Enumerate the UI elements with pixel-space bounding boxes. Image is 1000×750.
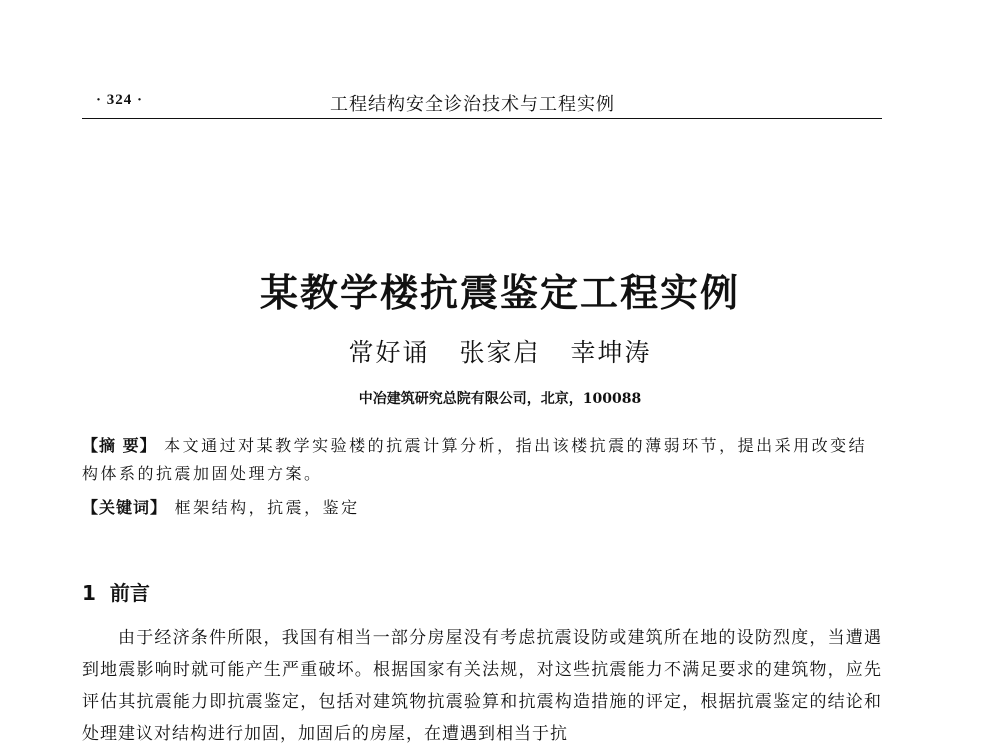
- page-number: · 324 ·: [96, 92, 144, 108]
- body-paragraph: 由于经济条件所限，我国有相当一部分房屋没有考虑抗震设防或建筑所在地的设防烈度，当遭遇到地震影响时就可能产生严重破坏。根据国家有关法规，对这些抗震能力不满足要求的建筑物，应先评估其抗震能力即抗震鉴定，包括对建筑物抗震验算和抗震构造措施的评定，根据抗震鉴定的结论和处理建议对结构进行加固，加固后的房屋，在遭遇到相当于抗: [82, 628, 882, 744]
- abstract-text: 本文通过对某教学实验楼的抗震计算分析，指出该楼抗震的薄弱环节，提出采用改变结构体系的抗震加固处理方案。: [82, 436, 868, 483]
- section-title: 前言: [109, 581, 150, 605]
- keywords-label: 【关键词】: [82, 498, 168, 517]
- author-list: 常好诵 张家启 幸坤涛: [348, 338, 652, 367]
- keywords-text: 框架结构，抗震，鉴定: [174, 498, 360, 517]
- abstract: [82, 432, 882, 488]
- section-number: 1: [82, 581, 96, 605]
- affiliation: 中冶建筑研究总院有限公司，北京，100088: [358, 391, 642, 407]
- running-title: 工程结构安全诊治技术与工程实例: [330, 94, 615, 115]
- keywords: [82, 494, 882, 522]
- abstract-label: 【摘 要】: [82, 436, 157, 455]
- section-heading: [82, 577, 150, 606]
- article-title: 某教学楼抗震鉴定工程实例: [259, 270, 740, 315]
- running-header: [82, 84, 882, 120]
- header-rule: [82, 118, 882, 119]
